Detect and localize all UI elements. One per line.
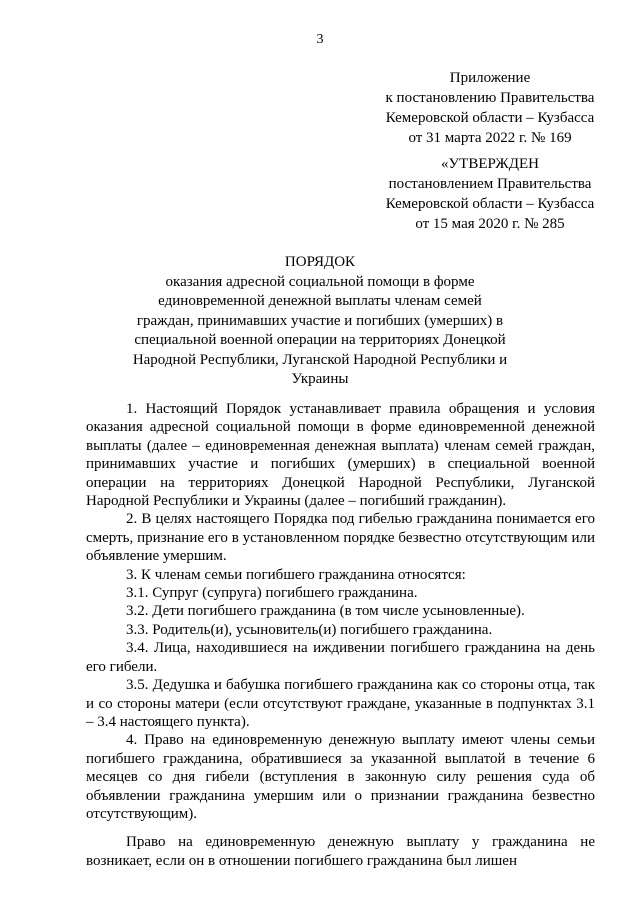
document-body bbox=[86, 400, 595, 870]
paragraph: 3. К членам семьи погибшего гражданина относятся: bbox=[126, 566, 466, 583]
paragraph: 3.5. Дедушка и бабушка погибшего гражданина как со стороны отца, так и со стороны матери (если отсутствуют граждане, указанные в подпунктах 3.1 – 3.4 настоящего пункта). bbox=[86, 677, 595, 730]
title-line: Народной Республики, Луганской Народной Республики и bbox=[132, 351, 508, 368]
approval-line: постановлением Правительства bbox=[388, 176, 592, 192]
appendix-line: к постановлению Правительства bbox=[385, 90, 595, 106]
appendix-line: Кемеровской области – Кузбасса bbox=[385, 110, 595, 126]
paragraph: 1. Настоящий Порядок устанавливает правила обращения и условия оказания адресной социальной помощи в форме единовременной денежной выплаты (далее – единовременная денежная выплата) членам семей граждан, принимавших участие и погибших (умерших) в специальной военной операции на территориях Донецкой Народной Республики, Луганской Народной Республики и Украины (далее – погибший гражданин). bbox=[86, 401, 595, 510]
approval-stamp bbox=[370, 154, 610, 234]
paragraph: 3.4. Лица, находившиеся на иждивении погибшего гражданина на день его гибели. bbox=[86, 640, 595, 675]
title-line: специальной военной операции на территориях Донецкой bbox=[134, 332, 506, 348]
appendix-line: Приложение bbox=[449, 70, 531, 86]
paragraph: Право на единовременную денежную выплату у гражданина не возникает, если он в отношении погибшего гражданина был лишен bbox=[86, 834, 595, 869]
title-line: единовременной денежной выплаты членам семей bbox=[158, 293, 482, 309]
appendix-line: от 31 марта 2022 г. № 169 bbox=[408, 130, 572, 146]
title-line: оказания адресной социальной помощи в форме bbox=[165, 273, 475, 290]
title-line: Украины bbox=[291, 371, 349, 387]
paragraph: 4. Право на единовременную денежную выплату имеют члены семьи погибшего гражданина, обратившиеся за указанной выплатой в течение 6 месяцев со дня гибели (вступления в законную силу решения суда об объявлении гражданина умершим или о признании гражданина безвестно отсутствующим). bbox=[86, 732, 595, 822]
paragraph: 3.1. Супруг (супруга) погибшего гражданина. bbox=[126, 585, 418, 602]
approval-line: от 15 мая 2020 г. № 285 bbox=[415, 216, 565, 232]
paragraph: 3.3. Родитель(и), усыновитель(и) погибшего гражданина. bbox=[126, 621, 493, 638]
appendix-reference bbox=[370, 68, 610, 148]
approval-line: «УТВЕРЖДЕН bbox=[441, 156, 539, 172]
page-number: 3 bbox=[316, 32, 324, 47]
approval-line: Кемеровской области – Кузбасса bbox=[385, 196, 595, 212]
paragraph: 3.2. Дети погибшего гражданина (в том числе усыновленные). bbox=[126, 603, 525, 620]
title-line: граждан, принимавших участие и погибших (умерших) в bbox=[136, 312, 504, 329]
paragraph: 2. В целях настоящего Порядка под гибелью гражданина понимается его смерть, признание его в установленном порядке безвестно отсутствующим или объявление умершим. bbox=[86, 511, 595, 565]
document-title bbox=[0, 253, 640, 390]
title-heading: ПОРЯДОК bbox=[284, 254, 356, 270]
